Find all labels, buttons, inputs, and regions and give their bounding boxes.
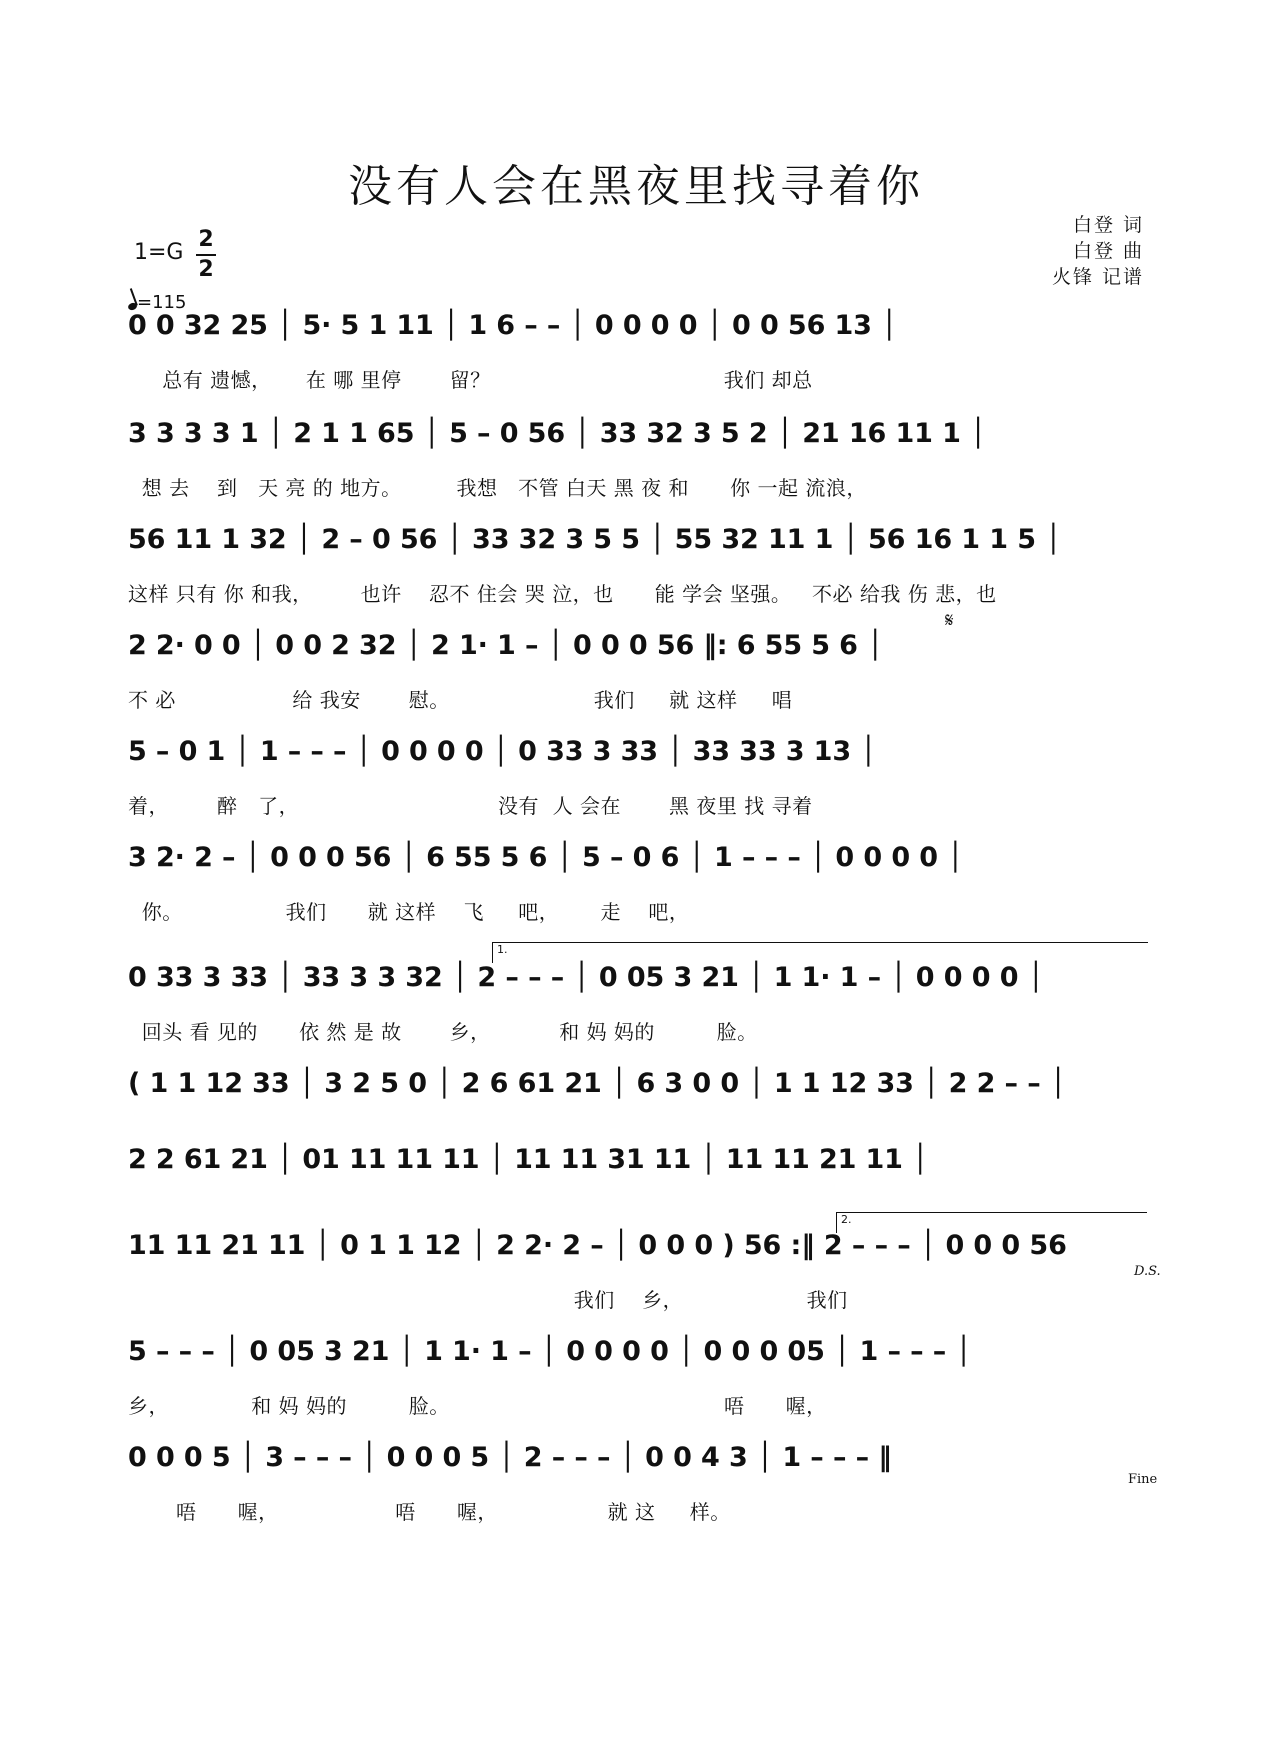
notation-line: 0 0 0 5 │ 3 – – – │ 0 0 0 5 │ 2 – – – │ 0 0 4 3 │ 1 – – – ‖: [128, 1442, 892, 1473]
fine-mark: Fine: [1128, 1472, 1158, 1487]
notation-line: 5 – – – │ 0 05 3 21 │ 1 1· 1 – │ 0 0 0 0 │ 0 0 0 05 │ 1 – – – │: [128, 1336, 972, 1367]
notation-line: 2 2· 0 0 │ 0 0 2 32 │ 2 1· 1 – │ 0 0 0 56 ‖: 6 55 5 6 │: [128, 630, 884, 661]
score-row: [128, 842, 1150, 942]
composer-credit: 白登 曲: [1072, 240, 1144, 262]
score-row: [128, 962, 1150, 1062]
score-row: [128, 1442, 1150, 1542]
lyric-line: 你。 我们 就 这样 飞 吧， 走 吧，: [128, 900, 690, 924]
song-title: 没有人会在黑夜里找寻着你: [348, 161, 924, 212]
notation-line: 2 2 61 21 │ 01 11 11 11 │ 11 11 31 11 │ 11 11 21 11 │: [128, 1144, 929, 1175]
score-row: [128, 524, 1150, 624]
notation-line: 3 2· 2 – │ 0 0 0 56 │ 6 55 5 6 │ 5 – 0 6 │ 1 – – – │ 0 0 0 0 │: [128, 842, 964, 873]
lyric-line: 着， 醉 了， 没有 人 会在 黑 夜里 找 寻着: [128, 794, 813, 818]
notation-line: 11 11 21 11 │ 0 1 1 12 │ 2 2· 2 – │ 0 0 0 ) 56 :‖ 2 – – – │ 0 0 0 56: [128, 1230, 1067, 1261]
notation-line: 3 3 3 3 1 │ 2 1 1 65 │ 5 – 0 56 │ 33 32 3 5 2 │ 21 16 11 1 │: [128, 418, 987, 449]
score-row: [128, 1336, 1150, 1436]
notation-line: 0 33 3 33 │ 33 3 3 32 │ 2 – – – │ 0 05 3 21 │ 1 1· 1 – │ 0 0 0 0 │: [128, 962, 1044, 993]
transcriber-credit: 火锋 记谱: [1051, 266, 1144, 288]
notation-line: 5 – 0 1 │ 1 – – – │ 0 0 0 0 │ 0 33 3 33 │ 33 33 3 13 │: [128, 736, 877, 767]
second-ending-label: 2.: [841, 1213, 852, 1226]
key-label: 1=G: [134, 240, 184, 265]
lyric-line: 回头 看 见的 依 然 是 故 乡， 和 妈 妈的 脸。: [128, 1020, 758, 1044]
score-row: [128, 418, 1150, 518]
time-signature: [196, 228, 216, 282]
time-sig-numerator: 2: [198, 227, 214, 252]
lyric-line: 想 去 到 天 亮 的 地方。 我想 不管 白天 黑 夜 和 你 一起 流浪，: [128, 476, 867, 500]
dal-segno-mark: D.S.: [1134, 1264, 1161, 1279]
segno-sign: 𝄋: [945, 608, 954, 632]
lyric-line: 乡， 和 妈 妈的 脸。 唔 喔，: [128, 1394, 827, 1418]
score-row: [128, 630, 1150, 730]
lyric-line: 总有 遗憾， 在 哪 里停 留？ 我们 却总: [128, 368, 813, 392]
score-row: [128, 310, 1150, 410]
first-ending-bracket: [492, 942, 1148, 963]
tempo-label: =115: [137, 292, 187, 313]
notation-line: 0 0 32 25 │ 5· 5 1 11 │ 1 6 – – │ 0 0 0 0 │ 0 0 56 13 │: [128, 310, 898, 341]
score-row: [128, 736, 1150, 836]
notation-line: ( 1 1 12 33 │ 3 2 5 0 │ 2 6 61 21 │ 6 3 0 0 │ 1 1 12 33 │ 2 2 – – │: [128, 1068, 1067, 1099]
lyric-line: 不 必 给 我安 慰。 我们 就 这样 唱: [128, 688, 793, 712]
lyric-line: 这样 只有 你 和我， 也许 忍不 住会 哭 泣，也 能 学会 坚强。 不必 给我 伤 悲，也: [128, 582, 997, 606]
first-ending-label: 1.: [497, 943, 508, 956]
lyricist-credit: 白登 词: [1072, 214, 1144, 236]
notation-line: 56 11 1 32 │ 2 – 0 56 │ 33 32 3 5 5 │ 55 32 11 1 │ 56 16 1 1 5 │: [128, 524, 1062, 555]
key-signature: [134, 240, 183, 265]
score-row: [128, 1230, 1150, 1330]
time-sig-denominator: 2: [198, 257, 214, 282]
lyric-line: 我们 乡， 我们: [128, 1288, 848, 1312]
lyric-line: 唔 喔， 唔 喔， 就 这 样。: [128, 1500, 731, 1524]
